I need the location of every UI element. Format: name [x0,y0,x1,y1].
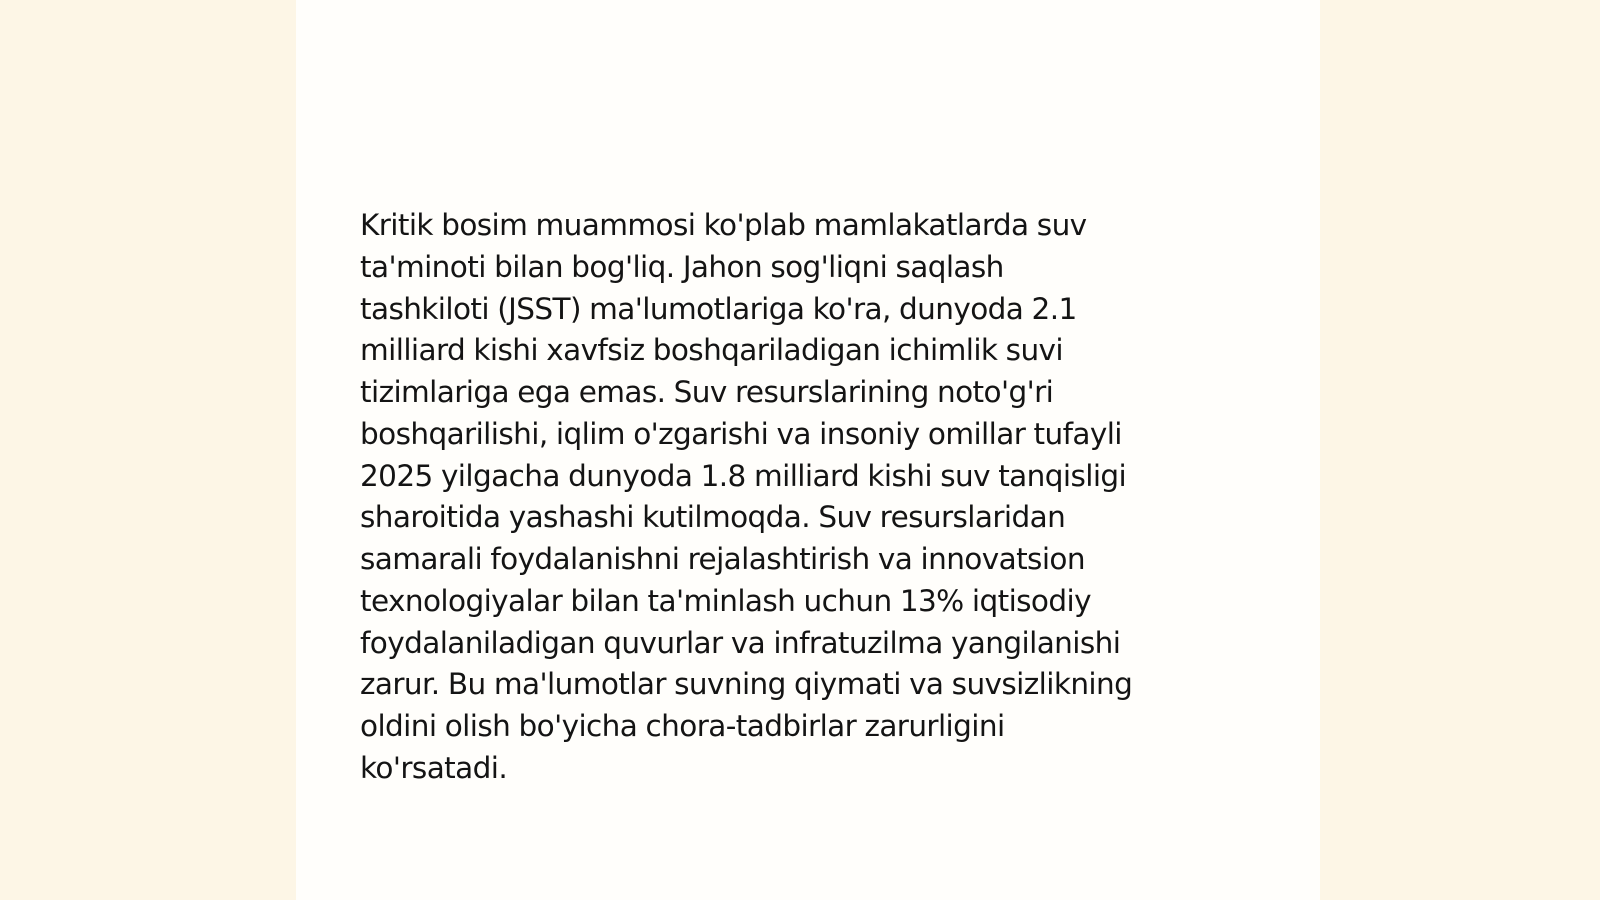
paragraph-line: sharoitida yashashi kutilmoqda. Suv resurslaridan [360,500,1066,535]
paragraph-line: milliard kishi xavfsiz boshqariladigan ichimlik suvi [360,333,1063,368]
paragraph-line: 2025 yilgacha dunyoda 1.8 milliard kishi suv tanqisligi [360,458,1127,493]
paragraph-line: samarali foydalanishni rejalashtirish va innovatsion [360,542,1085,576]
paragraph-line: Kritik bosim muammosi ko'plab mamlakatlarda suv [360,208,1087,242]
paragraph-line: foydalaniladigan quvurlar va infratuzilma yangilanishi [360,625,1121,660]
paragraph-line: zarur. Bu ma'lumotlar suvning qiymati va suvsizlikning [360,667,1133,702]
paragraph-line: oldini olish bo'yicha chora-tadbirlar zarurligini [360,709,1005,743]
document-page [296,0,1320,900]
paragraph-line: tashkiloti (JSST) ma'lumotlariga ko'ra, dunyoda 2.1 [360,291,1077,326]
paragraph-line: texnologiyalar bilan ta'minlash uchun 13% iqtisodiy [360,583,1091,618]
paragraph-line: tizimlariga ega emas. Suv resurslarining noto'g'ri [360,375,1054,409]
paragraph-line: ko'rsatadi. [360,750,508,785]
body-paragraph [360,205,1260,790]
paragraph-line: ta'minoti bilan bog'liq. Jahon sog'liqni saqlash [360,249,1004,284]
paragraph-line: boshqarilishi, iqlim o'zgarishi va insoniy omillar tufayli [360,416,1122,451]
